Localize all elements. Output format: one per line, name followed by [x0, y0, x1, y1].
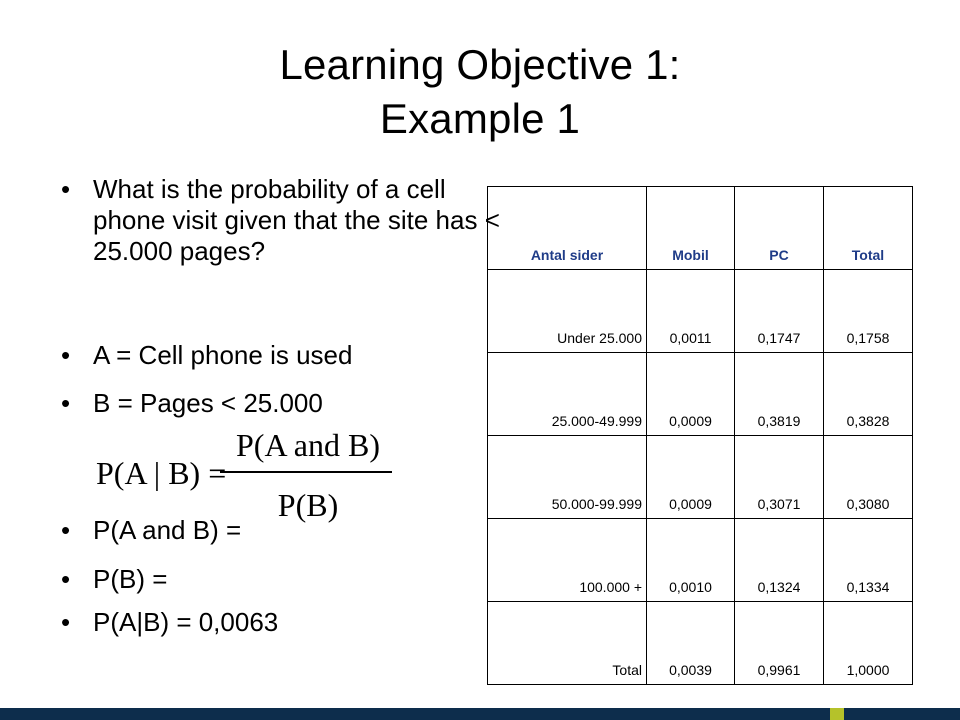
header-mobil: Mobil — [647, 187, 735, 270]
bullet-dot: • — [61, 388, 71, 418]
bullet-a-definition — [55, 340, 503, 371]
row-label: 50.000-99.999 — [488, 436, 647, 519]
cell-mobil: 0,0010 — [647, 519, 735, 602]
p-b-text: P(B) = — [93, 564, 168, 594]
bullet-dot: • — [61, 607, 71, 637]
header-antal-sider: Antal sider — [488, 187, 647, 270]
probability-table — [487, 186, 913, 685]
footer-accent — [830, 708, 844, 720]
table-header-row — [488, 187, 913, 270]
cell-mobil: 0,0009 — [647, 353, 735, 436]
cell-total: 0,3828 — [824, 353, 913, 436]
cell-total: 0,1758 — [824, 270, 913, 353]
bullet-dot: • — [61, 340, 71, 370]
p-a-given-b-text: P(A|B) = 0,0063 — [93, 607, 279, 637]
title-line-1: Learning Objective 1: — [279, 41, 681, 88]
cell-total: 0,3080 — [824, 436, 913, 519]
table-row — [488, 602, 913, 685]
bullet-p-b — [55, 564, 503, 595]
cell-pc: 0,1324 — [735, 519, 824, 602]
table-row — [488, 436, 913, 519]
table-row — [488, 353, 913, 436]
row-label: Under 25.000 — [488, 270, 647, 353]
cell-pc: 0,3819 — [735, 353, 824, 436]
bullet-p-a-given-b — [55, 607, 503, 638]
table-row — [488, 270, 913, 353]
header-total: Total — [824, 187, 913, 270]
formula-lhs: P(A | B) = — [96, 455, 227, 491]
cell-total: 1,0000 — [824, 602, 913, 685]
formula-denominator: P(B) — [277, 487, 339, 523]
a-definition-text: A = Cell phone is used — [93, 340, 353, 370]
cell-mobil: 0,0011 — [647, 270, 735, 353]
b-definition-text: B = Pages < 25.000 — [93, 388, 323, 418]
cell-pc: 0,1747 — [735, 270, 824, 353]
cell-pc: 0,9961 — [735, 602, 824, 685]
slide-title — [0, 38, 960, 146]
conditional-probability-formula — [80, 420, 400, 530]
bullet-question — [55, 174, 503, 267]
row-label: 25.000-49.999 — [488, 353, 647, 436]
table-row — [488, 519, 913, 602]
cell-pc: 0,3071 — [735, 436, 824, 519]
cell-mobil: 0,0039 — [647, 602, 735, 685]
header-pc: PC — [735, 187, 824, 270]
p-a-and-b-text: P(A and B) = — [93, 515, 242, 545]
question-text: What is the probability of a cell phone visit given that the site has < 25.000 pages? — [93, 174, 500, 266]
formula-numerator: P(A and B) — [236, 427, 380, 463]
bullet-b-definition — [55, 388, 503, 419]
cell-total: 0,1334 — [824, 519, 913, 602]
cell-mobil: 0,0009 — [647, 436, 735, 519]
bullet-dot: • — [61, 564, 71, 594]
row-label: Total — [488, 602, 647, 685]
title-line-2: Example 1 — [379, 95, 581, 142]
bullet-dot: • — [61, 515, 71, 545]
row-label: 100.000 + — [488, 519, 647, 602]
bullet-dot: • — [61, 174, 71, 204]
footer-bar — [0, 708, 960, 720]
